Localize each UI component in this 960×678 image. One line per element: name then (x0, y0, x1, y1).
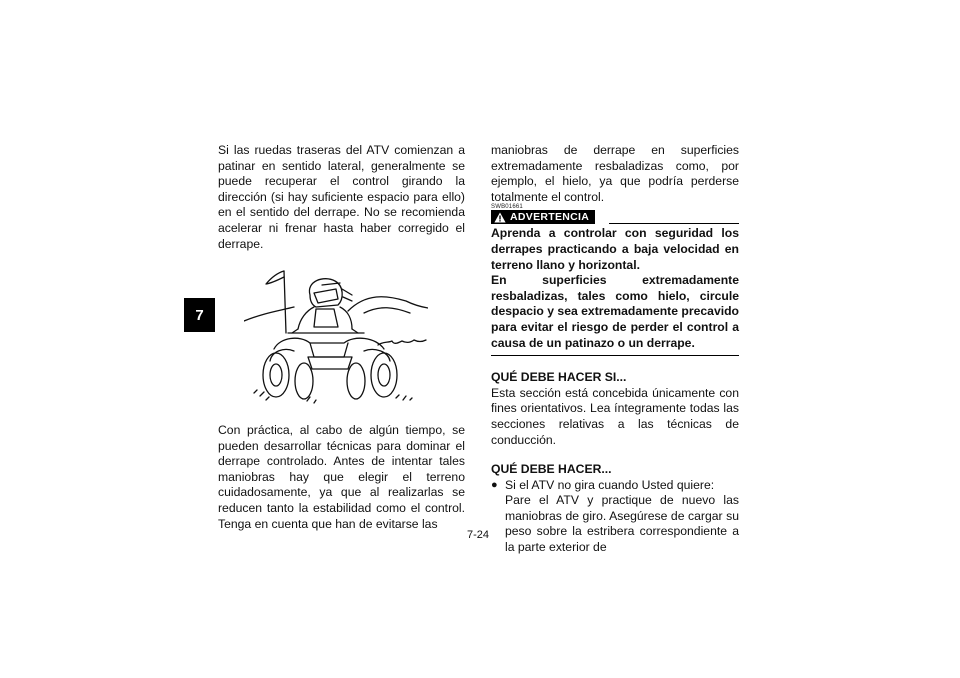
bullet-text: Pare el ATV y practique de nuevo las maniobras de giro. Asegúrese de cargar su peso sobre la estribera correspondiente a la parte exterior de (505, 493, 739, 555)
left-column (218, 143, 465, 252)
paragraph-skid-recovery: Si las ruedas traseras del ATV comienzan a patinar en sentido lateral, generalmente se puede recuperar el control girando la dirección (si hay suficiente espacio para ello) en el sentido del derrape. No se recomienda acelerar ni frenar hasta haber corregido el derrape. (218, 143, 465, 251)
warning-top-rule (609, 223, 739, 224)
paragraph-slippery-surfaces: maniobras de derrape en superficies extremadamente resbaladizas como, por ejemplo, el hielo, ya que podría perderse totalmente el control. (491, 143, 739, 204)
heading-what-to-do-if: QUÉ DEBE HACER SI... (491, 370, 627, 385)
section-intro-text: Esta sección está concebida únicamente con fines orientativos. Lea íntegramente todas las secciones relativas a las técnicas de conducción. (491, 385, 739, 447)
chapter-tab: 7 (184, 298, 215, 332)
warning-header (491, 204, 739, 224)
warning-text-slippery: En superficies extremadamente resbaladizas, tales como hielo, circule despacio y sea extremadamente precavido para evitar el riesgo de perder el control a causa de un patinazo o un derrape. (491, 273, 739, 350)
warning-triangle-icon (494, 212, 506, 223)
warning-badge (491, 210, 595, 224)
warning-code: SWB01661 (491, 204, 523, 211)
bullet-title: Si el ATV no gira cuando Usted quiere: (505, 477, 715, 492)
heading-what-to-do: QUÉ DEBE HACER... (491, 462, 612, 477)
bullet-icon: ● (491, 478, 498, 491)
warning-text-practice: Aprenda a controlar con seguridad los derrapes practicando a baja velocidad en terreno llano y horizontal. (491, 226, 739, 272)
warning-bottom-rule (491, 355, 739, 356)
paragraph-controlled-skid: Con práctica, al cabo de algún tiempo, se pueden desarrollar técnicas para dominar el derrape controlado. Antes de intentar tales maniobras hay que elegir el terreno cuidadosamente, ya que al realizarlas se reducen tanto la estabilidad como el control. Tenga en cuenta que han de evitarse las (218, 423, 465, 531)
bullet-item (491, 478, 739, 556)
warning-label: ADVERTENCIA (510, 210, 590, 223)
right-column (491, 143, 739, 556)
page-number: 7-24 (467, 529, 490, 541)
atv-rider-illustration (244, 253, 428, 411)
